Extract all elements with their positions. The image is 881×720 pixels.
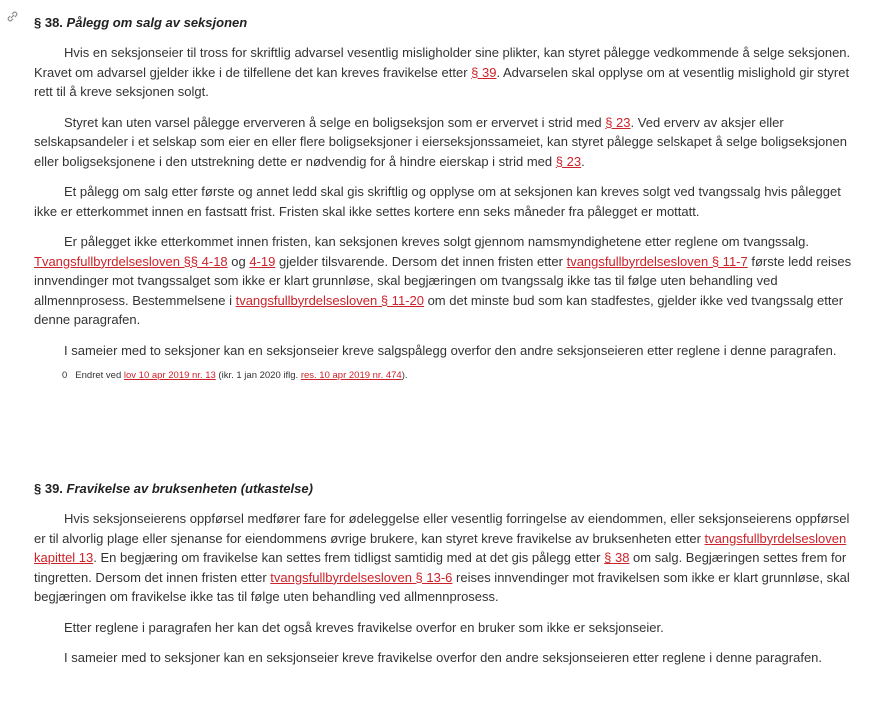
section-title: Fravikelse av bruksenheten (utkastelse): [66, 481, 313, 496]
section-paragraphs: [34, 43, 864, 360]
law-reference-link[interactable]: tvangsfullbyrdelsesloven § 11-7: [566, 253, 748, 269]
paragraph: [34, 43, 864, 102]
paragraph-text: om det minste bud som kan stadfestes, gjelder ikke ved tvangssalg etter denne paragrafen.: [34, 292, 844, 327]
permalink-icon[interactable]: [6, 10, 19, 23]
law-reference-link[interactable]: tvangsfullbyrdelsesloven § 11-20: [235, 292, 424, 308]
paragraph-text: .: [581, 153, 585, 169]
law-reference-link[interactable]: § 39: [471, 64, 497, 80]
paragraph: [34, 232, 864, 330]
paragraph-text: I sameier med to seksjoner kan en seksjonseier kreve salgspålegg overfor den andre seksjonseieren etter reglene i denne paragrafen.: [64, 342, 837, 358]
paragraph: [34, 182, 864, 221]
section-heading: [34, 480, 864, 498]
paragraph-text: Styret kan uten varsel pålegge erververen å selge en boligseksjon som er ervervet i strid med: [64, 114, 606, 130]
section-paragraphs: [34, 509, 864, 668]
section-38: [34, 14, 864, 383]
law-reference-link[interactable]: res. 10 apr 2019 nr. 474: [300, 370, 402, 381]
paragraph-text: Er pålegget ikke etterkommet innen fristen, kan seksjonen kreves solgt gjennom namsmyndighetene etter reglene om tvangssalg.: [64, 234, 810, 249]
law-reference-link[interactable]: 4-19: [249, 253, 276, 269]
paragraph: [34, 341, 864, 361]
paragraph-text: ).: [401, 370, 408, 381]
law-reference-link[interactable]: lov 10 apr 2019 nr. 13: [123, 370, 216, 381]
paragraph-text: Et pålegg om salg etter første og annet ledd skal gis skriftlig og opplyse om at seksjonen kan kreves solgt ved tvangssalg hvis pålegget ikke er etterkommet innen en fastsatt frist. Fristen skal ikke settes kortere enn seks måneder fra pålegget er mottatt.: [34, 184, 841, 219]
footnote-number: 0: [62, 370, 68, 381]
paragraph-text: gjelder tilsvarende. Dersom det innen fristen etter: [275, 253, 567, 269]
law-reference-link[interactable]: tvangsfullbyrdelsesloven kapittel 13: [34, 530, 847, 565]
paragraph: [34, 648, 864, 668]
paragraph-text: . Ved erverv av aksjer eller selskapsandeler i et selskap som eier en eller flere boligseksjoner i eierseksjonssameiet, kan styret pålegge selskapet å selge boligseksjonen eller boligseksjonene i den utstrekning dette er nødvendig for å hindre eierskap i strid med: [34, 114, 847, 169]
paragraph-text: reises innvendinger mot fravikelsen som ikke er klart grunnløse, skal begjæringen om fravikelse ikke tas til følge uten behandling ved allmennprosess.: [34, 569, 850, 604]
paragraph: [34, 618, 864, 638]
amendment-note: [62, 369, 864, 383]
section-39: [34, 480, 864, 679]
law-reference-link[interactable]: § 23: [555, 153, 582, 169]
paragraph-text: Etter reglene i paragrafen her kan det også kreves fravikelse overfor en bruker som ikke er seksjonseier.: [64, 619, 664, 635]
law-reference-link[interactable]: tvangsfullbyrdelsesloven § 13-6: [270, 569, 453, 585]
paragraph-text: (ikr. 1 jan 2020 iflg.: [215, 370, 301, 381]
section-number: § 39.: [34, 481, 63, 496]
law-reference-link[interactable]: Tvangsfullbyrdelsesloven §§ 4-18: [34, 253, 228, 269]
paragraph-text: første ledd reises innvendinger mot tvangssalget som ikke er klart grunnløse, skal begjæringen om tvangssalg ikke tas til følge uten behandling ved allmennprosess. Bestemmelsene i: [34, 253, 852, 308]
footnote-text: [75, 370, 407, 381]
paragraph: [34, 509, 864, 607]
paragraph-text: Endret ved: [75, 370, 124, 381]
paragraph: [34, 113, 864, 172]
paragraph-text: og: [227, 253, 250, 269]
paragraph-text: om salg. Begjæringen settes frem for tingretten. Dersom det innen fristen etter: [34, 550, 847, 585]
paragraph-text: Hvis seksjonseierens oppførsel medfører fare for ødeleggelse eller vesentlig forringelse av eiendommen, eller seksjonseierens oppførsel er til alvorlig plage eller sjenanse for eiendommens øvrige brukere, kan styret kreve fravikelse av bruksenheten etter: [34, 511, 850, 546]
law-reference-link[interactable]: § 23: [605, 114, 631, 130]
law-reference-link[interactable]: § 38: [604, 550, 630, 565]
paragraph-text: I sameier med to seksjoner kan en seksjonseier kreve fravikelse overfor den andre seksjonseieren etter reglene i denne paragrafen.: [64, 650, 823, 665]
section-heading: [34, 14, 864, 32]
paragraph-text: . Advarselen skal opplyse om at vesentlig mislighold gir styret rett til å kreve seksjonen solgt.: [34, 64, 850, 99]
section-title: Pålegg om salg av seksjonen: [66, 15, 248, 30]
paragraph-text: Hvis en seksjonseier til tross for skriftlig advarsel vesentlig misligholder sine plikter, kan styret pålegge vedkommende å selge seksjonen. Kravet om advarsel gjelder ikke i de tilfellene det kan kreves fravikelse etter: [34, 45, 851, 80]
section-number: § 38.: [34, 15, 63, 30]
paragraph-text: . En begjæring om fravikelse kan settes frem tidligst samtidig med at det gis pålegg etter: [93, 550, 605, 565]
